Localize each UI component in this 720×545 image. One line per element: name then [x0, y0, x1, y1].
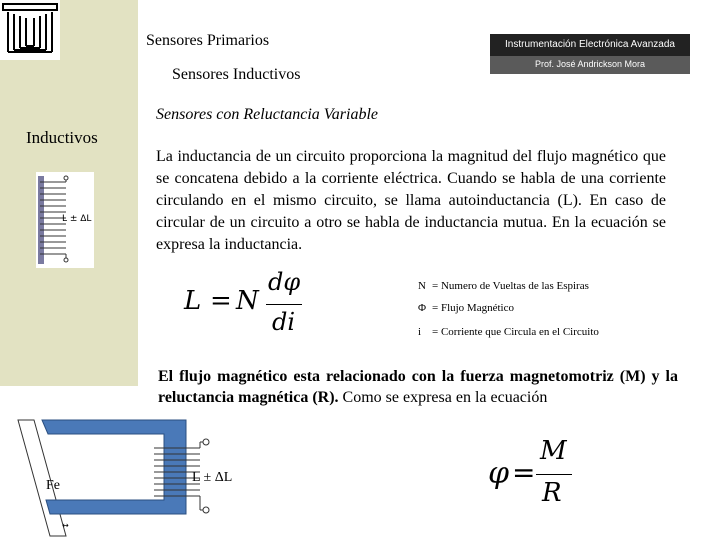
- page-subtitle: Sensores Inductivos: [172, 66, 301, 83]
- eq1-denominator: di: [272, 308, 296, 336]
- section-title: Sensores con Reluctancia Variable: [156, 106, 379, 123]
- magnetic-circuit-figure: [14, 416, 242, 540]
- small-coil-label: L ± ΔL: [62, 214, 92, 224]
- eq1-fraction-bar: [266, 304, 302, 305]
- coil-label: L ± ΔL: [192, 470, 233, 485]
- legend-text: = Flujo Magnético: [432, 302, 514, 314]
- eq2-numerator: M: [540, 436, 567, 466]
- svg-text:↔: ↔: [62, 521, 69, 530]
- legend-text: = Numero de Vueltas de las Espiras: [432, 280, 589, 292]
- legend-symbol: N: [418, 280, 426, 292]
- eq1-numerator: dφ: [268, 268, 301, 296]
- legend-item-i: [418, 326, 599, 338]
- eq1-factor: N: [236, 286, 259, 316]
- professor-badge: Prof. José Andrickson Mora: [490, 56, 690, 74]
- sidebar-label: Inductivos: [26, 128, 98, 147]
- legend-symbol: i: [418, 326, 422, 338]
- legend-item-n: [418, 280, 589, 292]
- paragraph-reluctance-text: Como se expresa en la ecuación: [338, 389, 548, 406]
- legend-text: = Corriente que Circula en el Circuito: [432, 326, 599, 338]
- eq2-fraction-bar: [536, 474, 572, 475]
- course-badge: Instrumentación Electrónica Avanzada: [490, 34, 690, 56]
- legend-symbol: Φ: [418, 302, 427, 314]
- inductor-figure-small: [36, 172, 94, 268]
- inductance-equation: [180, 268, 310, 340]
- core-label: Fe: [46, 478, 60, 493]
- page-title: Sensores Primarios: [146, 32, 270, 49]
- legend-item-phi: [418, 302, 514, 314]
- paragraph-reluctance: [158, 366, 678, 408]
- paragraph-inductance: La inductancia de un circuito proporciona la magnitud del flujo magnético que se concatena debido a la corriente eléctrica. Cuando se habla de una corriente circulando en el mismo circuito, se llama autoinductancia (L). En caso de circular de un circuito a otro se habla de inductancia mutua. En la ecuación se expresa la inductancia.: [156, 148, 666, 253]
- paragraph-reluctance-bold: El flujo magnético esta relacionado con la fuerza magnetomotriz (M) y la reluctancia magnética (R).: [158, 368, 678, 406]
- eq1-lhs: L: [184, 286, 202, 316]
- eq1-equals: =: [210, 286, 232, 316]
- flux-equation: [484, 436, 594, 516]
- eq2-denominator: R: [542, 478, 562, 508]
- institution-logo: [0, 0, 60, 60]
- eq2-equals: =: [512, 456, 536, 489]
- eq2-lhs: φ: [488, 456, 510, 491]
